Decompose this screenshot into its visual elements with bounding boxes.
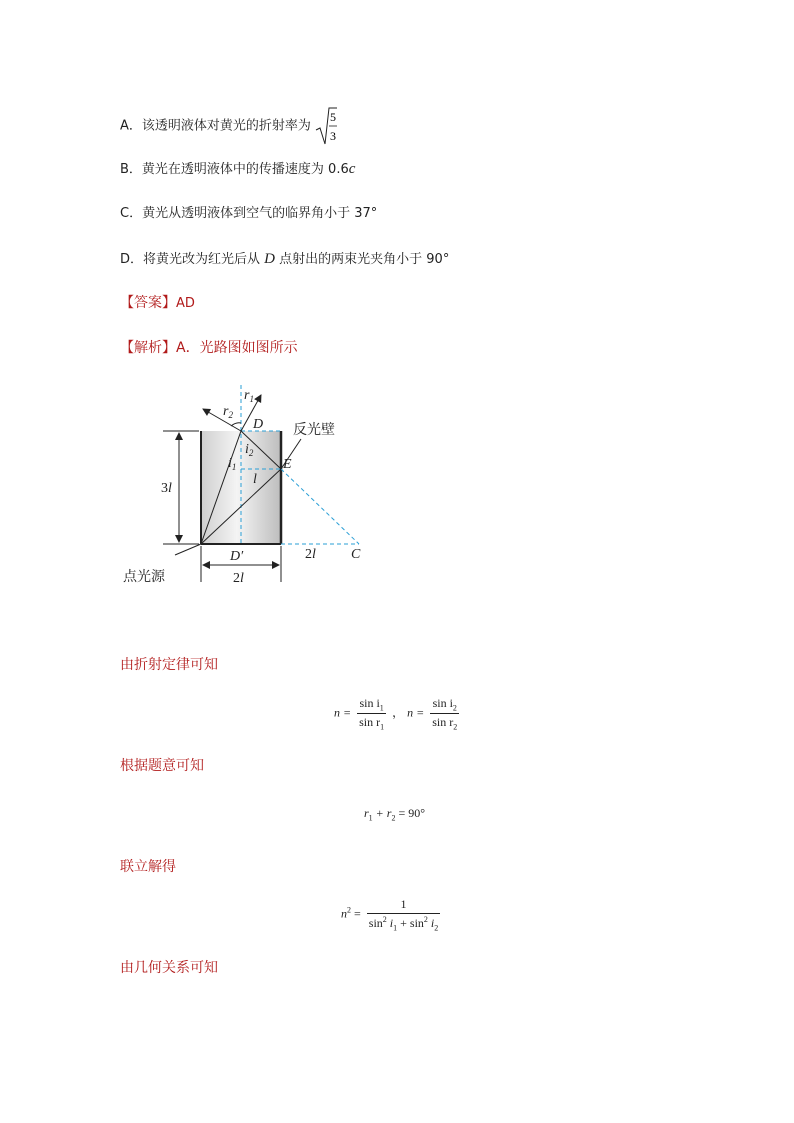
option-b-text: 黄光在透明液体中的传播速度为 0.6 [141, 162, 349, 177]
answer-label: 【答案】 [120, 295, 176, 311]
label-i1: $i_1$ [228, 456, 237, 472]
option-a-label: A． [120, 118, 142, 134]
equation-refraction: n = $\frac{\sin i_1}{\sin r_1}$ ， n = $\frac{\sin i_2}{\sin r_2}$ [334, 696, 458, 732]
label-2l-right: 2l [305, 547, 316, 562]
equation-angle-sum: $r_1 + r_2 = 90^\circ$ [364, 806, 426, 823]
analysis-text: A．光路图如图所示 [176, 340, 298, 356]
option-a [120, 106, 337, 146]
option-d [120, 250, 449, 269]
step-refraction-law: 由折射定律可知 [120, 657, 218, 673]
sqrt-fraction [315, 106, 337, 146]
label-point-source: 点光源 [123, 569, 165, 585]
option-a-text: 该透明液体对黄光的折射率为 [141, 118, 311, 134]
option-c-label: C． [120, 206, 143, 221]
label-l: l [253, 472, 257, 487]
step-geometry: 由几何关系可知 [120, 960, 218, 976]
label-E: E [283, 457, 292, 472]
option-c [120, 205, 377, 223]
option-b [120, 160, 355, 179]
label-2l-bottom: 2l [233, 571, 244, 586]
option-b-var: c [348, 161, 356, 177]
option-d-text-1: 将黄光改为红光后从 [143, 252, 261, 267]
label-D: D [253, 417, 264, 432]
answer-line [120, 294, 195, 313]
option-d-var: D [264, 251, 276, 267]
label-reflective-wall: 反光壁 [293, 422, 335, 438]
option-c-text: 黄光从透明液体到空气的临界角小于 37° [142, 206, 378, 221]
option-d-text-2: 点射出的两束光夹角小于 90° [279, 252, 450, 267]
option-d-label: D． [120, 252, 144, 267]
label-i2: $i_2$ [245, 442, 254, 458]
label-C: C [351, 547, 361, 562]
sqrt-denominator: 3 [330, 129, 337, 143]
label-r2: $r_2$ [223, 404, 233, 420]
equation-n-squared: $n^2$ = $\frac{1}{\sin^2 i_1 + \sin^2 i_2}$ [341, 897, 439, 933]
label-3l: 3l [161, 481, 172, 496]
label-D-prime: D′ [230, 549, 244, 564]
label-r1: $r_1$ [244, 388, 254, 404]
step-given: 根据题意可知 [120, 758, 204, 774]
sqrt-sign-icon [315, 106, 337, 146]
optics-diagram [115, 375, 385, 590]
sqrt-numerator: 5 [330, 110, 337, 124]
step-combine: 联立解得 [120, 859, 176, 875]
option-b-label: B． [120, 162, 142, 177]
answer-value: AD [176, 296, 195, 311]
analysis-label: 【解析】 [120, 340, 176, 356]
analysis-line [120, 339, 298, 357]
